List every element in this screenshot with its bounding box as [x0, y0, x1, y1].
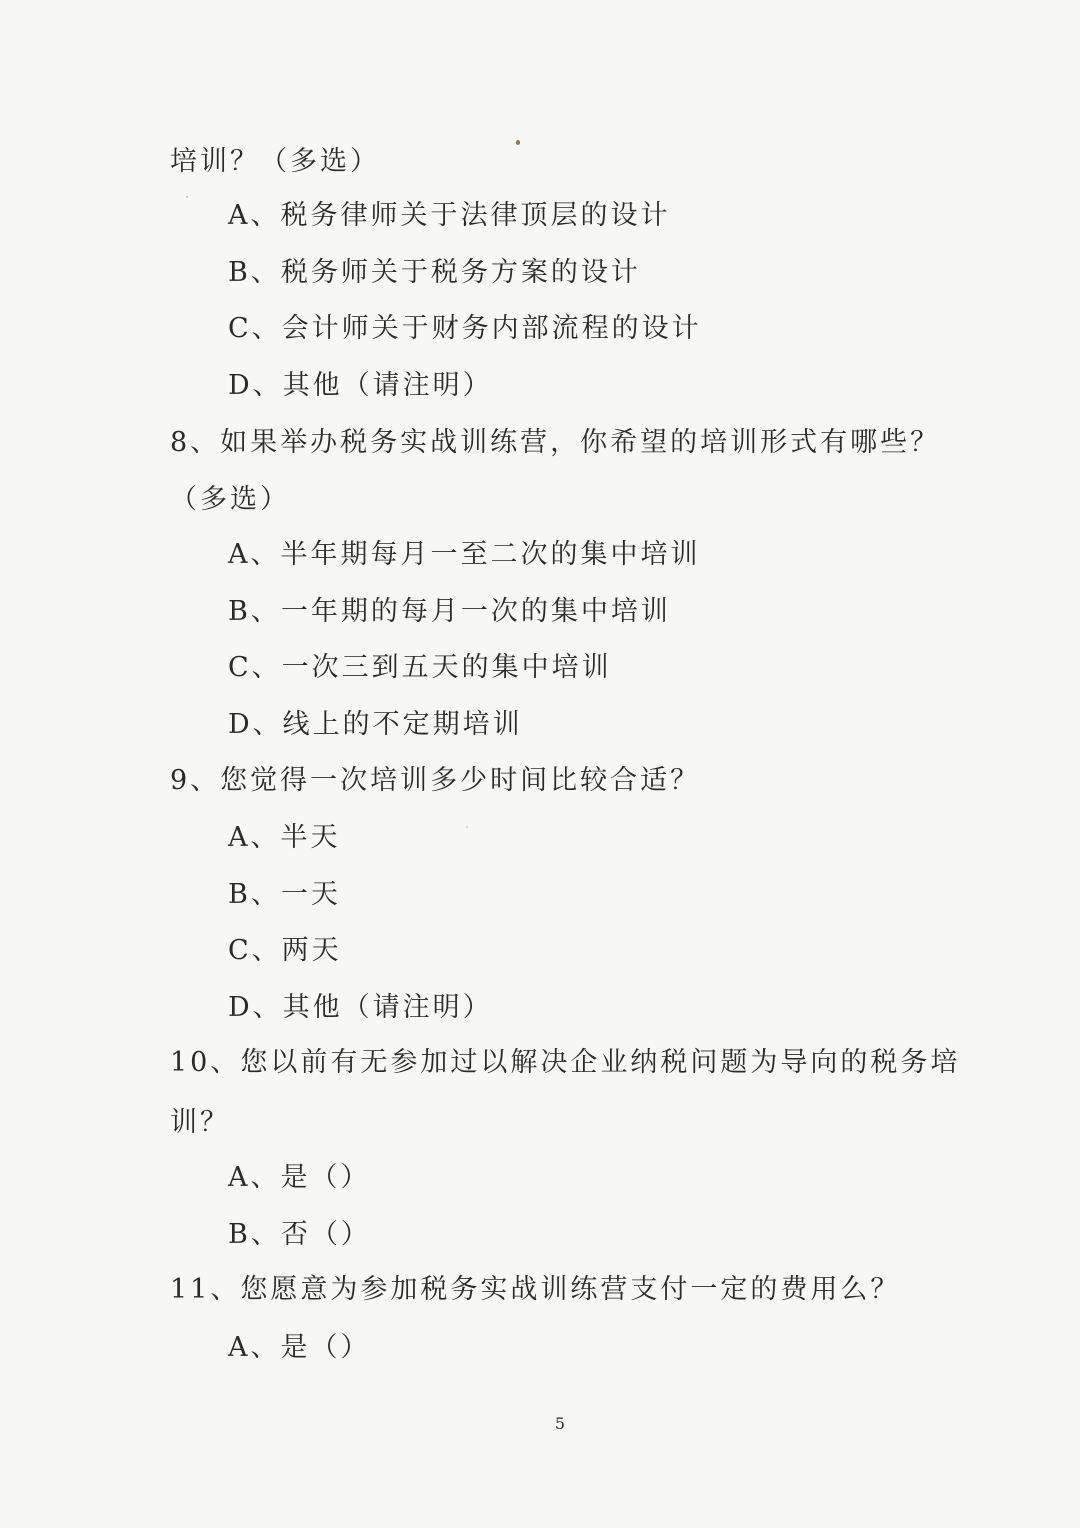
scan-speck — [186, 196, 188, 198]
question-8: 8、如果举办税务实战训练营，你希望的培训形式有哪些？ — [170, 427, 941, 458]
q7-option-b: B、税务师关于税务方案的设计 — [228, 257, 641, 288]
q10-option-b: B、否（） — [228, 1219, 371, 1250]
question-8-multiselect-note: （多选） — [170, 484, 290, 515]
q8-option-b: B、一年期的每月一次的集中培训 — [228, 596, 671, 627]
q8-option-d: D、线上的不定期培训 — [228, 709, 523, 740]
scan-speck — [466, 826, 468, 828]
q9-option-b: B、一天 — [228, 879, 341, 910]
q9-option-c: C、两天 — [228, 935, 342, 966]
question-10: 10、您以前有无参加过以解决企业纳税问题为导向的税务培 — [170, 1047, 961, 1078]
q9-option-a: A、半天 — [228, 822, 341, 853]
question-11: 11、您愿意为参加税务实战训练营支付一定的费用么？ — [170, 1274, 901, 1305]
q7-option-a: A、税务律师关于法律顶层的设计 — [228, 200, 671, 231]
q11-option-a: A、是（） — [228, 1332, 371, 1363]
q8-option-a: A、半年期每月一至二次的集中培训 — [228, 539, 701, 570]
q7-option-c: C、会计师关于财务内部流程的设计 — [228, 313, 702, 344]
q10-option-a: A、是（） — [228, 1162, 371, 1193]
q8-option-c: C、一次三到五天的集中培训 — [228, 652, 612, 683]
question-7-continuation: 培训？（多选） — [170, 146, 380, 177]
scan-speck — [516, 140, 520, 145]
page-number: 5 — [554, 1414, 566, 1433]
q7-option-d: D、其他（请注明） — [228, 370, 493, 401]
question-10-continuation: 训？ — [170, 1107, 230, 1138]
q9-option-d: D、其他（请注明） — [228, 992, 493, 1023]
question-9: 9、您觉得一次培训多少时间比较合适？ — [170, 765, 701, 796]
